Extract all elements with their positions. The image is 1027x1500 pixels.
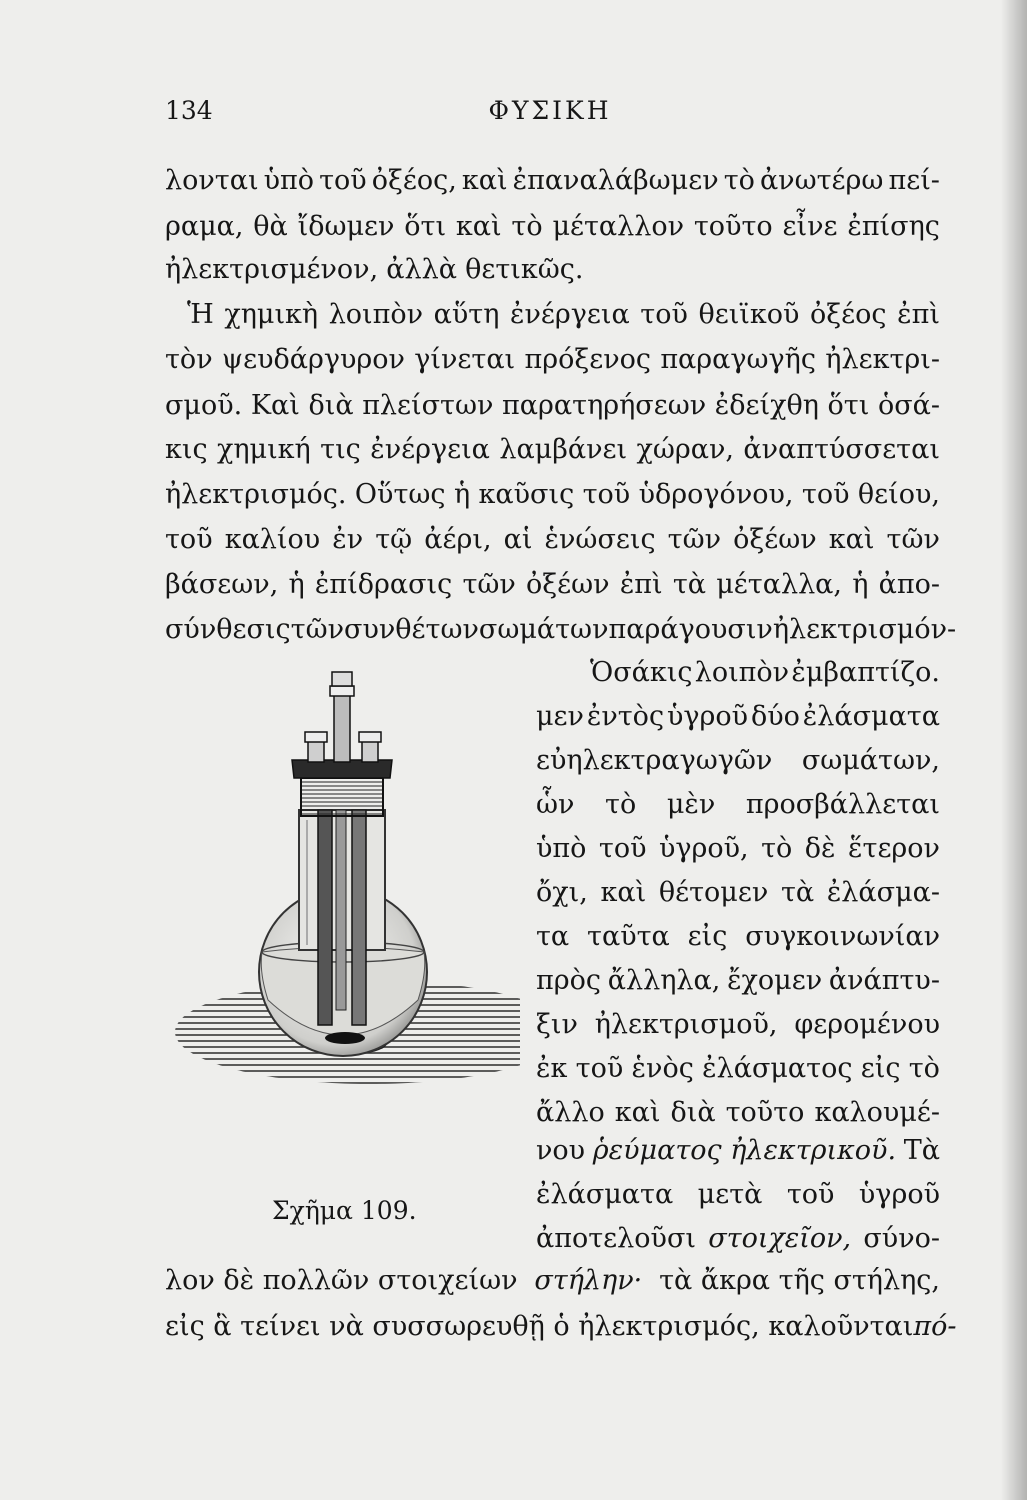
word: τις (320, 434, 361, 465)
word: ἡ (288, 569, 305, 600)
word: ἐμβαπτίζο. (791, 657, 940, 688)
word: αἱ (503, 524, 533, 555)
word: μὲν (666, 789, 716, 820)
word: διὰ (670, 1097, 716, 1128)
word: ἕτερον (848, 833, 940, 864)
word: ἡ (453, 479, 471, 510)
text-segment: τὰ ἄκρα τῆς στήλης, (659, 1265, 940, 1296)
word: σωμάτων, (801, 745, 940, 776)
text-line (165, 1258, 940, 1304)
word: λοιπὸν (694, 657, 790, 688)
word: τοῦτο (725, 1097, 805, 1128)
text-segment: σύνο- (863, 1223, 940, 1254)
word: εἰς (687, 921, 728, 952)
word: ἴδωμεν (297, 211, 395, 242)
word: προσβάλλεται (745, 789, 940, 820)
word: μεν (536, 701, 584, 732)
text-line (536, 738, 940, 784)
word: ἀνάπτυ- (828, 965, 940, 996)
word: θειϊκοῦ (698, 299, 800, 330)
word: παρατηρήσεων (502, 390, 707, 421)
word: πεί- (888, 165, 940, 196)
word: ἐπίδρασις (314, 569, 453, 600)
word: ραμα, (165, 211, 244, 242)
word: διὰ (308, 390, 354, 421)
text-line (536, 870, 940, 916)
word: ἠλεκτρισμένον, (165, 254, 379, 285)
word: ὅτι (404, 211, 447, 242)
text-segment: ἀποτελοῦσι (536, 1223, 696, 1254)
word: μέταλλον (552, 211, 685, 242)
italic-term: στήλην· (534, 1265, 643, 1296)
word: ἐπαναλάβωμεν (512, 165, 719, 196)
word: φερομένου (794, 1009, 940, 1040)
word: καλουμέ- (814, 1097, 940, 1128)
text-segment: λον δὲ πολλῶν στοιχείων (165, 1265, 518, 1296)
word: τὸ (908, 1053, 940, 1084)
word: ἐπὶ (897, 299, 940, 330)
italic-term: στοιχεῖον, (708, 1223, 852, 1254)
text-line (536, 914, 940, 960)
figure-caption: Σχῆμα 109. (272, 1196, 417, 1225)
word: τῶν (667, 524, 722, 555)
word: τὰ (780, 877, 815, 908)
word: εἰς (860, 1053, 901, 1084)
running-title: ΦΥΣΙΚΗ (488, 96, 612, 125)
word: σύνθεσις (165, 614, 291, 645)
word: γίνεται (414, 344, 516, 375)
word: ἐπὶ (619, 569, 663, 600)
text-line (536, 1216, 940, 1262)
word: τῶν (290, 614, 345, 645)
word: ἐλάσματος (702, 1053, 853, 1084)
word: ἠλεκτρισμόν- (772, 614, 957, 645)
text-line (165, 517, 940, 563)
word: δὲ (804, 833, 836, 864)
word: παραγωγῆς (660, 344, 816, 375)
word: τὰ (672, 569, 707, 600)
word: ἀέρι, (424, 524, 492, 555)
word: τῶν (886, 524, 940, 555)
word: ἐλάσμα- (826, 877, 940, 908)
word: αὕτη (433, 299, 500, 330)
text-line (165, 1304, 957, 1350)
word: ἐκ (536, 1053, 568, 1084)
word: τα (536, 921, 570, 952)
word: ἐπίσης (847, 211, 940, 242)
word: λονται (165, 165, 259, 196)
word: τοῦ (575, 1053, 624, 1084)
word: ἀνωτέρω (759, 165, 884, 196)
italic-term: ῥεύματος ἠλεκτρικοῦ. (592, 1135, 897, 1166)
terminal-center (334, 694, 350, 762)
text-segment: ἐλάσματα μετὰ τοῦ ὑγροῦ (536, 1179, 940, 1210)
word: τῶν (462, 569, 516, 600)
word: ὄχι, (536, 877, 588, 908)
word: τὸ (723, 165, 755, 196)
text-line (590, 650, 940, 696)
word: ταῦτα (587, 921, 670, 952)
word: τοῦ (801, 479, 850, 510)
word: θέτομεν (658, 877, 769, 908)
word: τὸ (511, 211, 543, 242)
word: ὑγροῦ (666, 701, 749, 732)
word: τοῦτο (693, 211, 773, 242)
word: καλίου (224, 524, 321, 555)
word: θὰ (253, 211, 288, 242)
word: τῷ (375, 524, 413, 555)
text-line (536, 1128, 940, 1174)
text-line (536, 1046, 940, 1092)
text-line (165, 158, 940, 204)
word: τὸν (165, 344, 213, 375)
word: λοιπὸν (328, 299, 424, 330)
word: τοῦ (165, 524, 213, 555)
word: καῦσις (478, 479, 575, 510)
copper-plate (352, 810, 366, 1025)
word: συγκοινωνίαν (745, 921, 940, 952)
word: χημικὴ (224, 299, 319, 330)
word: συνθέτων (344, 614, 479, 645)
text-line (536, 826, 940, 872)
terminal-right (362, 740, 378, 762)
word: τοῦ (598, 833, 647, 864)
word: ἠλεκτρι- (825, 344, 940, 375)
word: ὅτι (827, 390, 870, 421)
text-segment: νου (536, 1135, 586, 1166)
word: λαμβάνει (499, 434, 628, 465)
italic-term: πό- (913, 1311, 957, 1342)
word: Καὶ (250, 390, 300, 421)
word: ἐλάσματα (802, 701, 940, 732)
voltaic-cell-illustration (170, 660, 520, 1130)
text-line (165, 292, 940, 338)
text-line (165, 383, 940, 429)
word: καὶ (614, 1097, 661, 1128)
word: ὑπὸ (536, 833, 587, 864)
word: ὀξέος (810, 299, 887, 330)
word: ὀξέων (526, 569, 610, 600)
word: ἡ (852, 569, 869, 600)
word: ὁσά- (877, 390, 940, 421)
word: καὶ (455, 211, 502, 242)
word: ἀλλὰ (386, 254, 457, 285)
text-line (165, 247, 940, 293)
word: ψευδάργυρον (221, 344, 405, 375)
text-line (536, 1002, 940, 1048)
word: ἔχομεν (727, 965, 823, 996)
word: ἐντὸς (586, 701, 665, 732)
text-line (165, 607, 957, 653)
word: ἐδείχθη (714, 390, 819, 421)
word: ἄλλο (536, 1097, 605, 1128)
word: ἐνέργεια (370, 434, 490, 465)
word: τοῦ (582, 479, 631, 510)
word: ἑνὸς (631, 1053, 694, 1084)
page-edge-shadow (1001, 0, 1027, 1500)
word: Ἡ (187, 299, 214, 330)
word: τὸ (761, 833, 793, 864)
word: τὸ (605, 789, 637, 820)
word: σμοῦ. (165, 390, 243, 421)
zinc-plate (318, 810, 332, 1025)
word: ὑδρογόνου, (638, 479, 794, 510)
word: ὧν (536, 789, 575, 820)
flask-cap (301, 778, 383, 816)
word: ἠλεκτρισμοῦ, (594, 1009, 778, 1040)
word: κις (165, 434, 208, 465)
word: ἠλεκτρισμός. (165, 479, 347, 510)
word: ἀναπτύσσεται (743, 434, 940, 465)
word: πρὸς (536, 965, 601, 996)
word: ἀπο- (878, 569, 940, 600)
text-line (165, 427, 940, 473)
text-segment: Τὰ (903, 1135, 940, 1166)
word: καὶ (461, 165, 508, 196)
text-line (536, 694, 940, 740)
text-line (165, 337, 940, 383)
word: σωμάτων (478, 614, 609, 645)
word: βάσεων, (165, 569, 279, 600)
word: καὶ (828, 524, 875, 555)
text-segment: εἰς ἃ τείνει νὰ συσσωρευθῇ ὁ ἠλεκτρισμός, καλοῦνται (165, 1311, 914, 1342)
word: ὀξέος, (371, 165, 457, 196)
word: θετικῶς. (465, 254, 584, 285)
word: ἐν (332, 524, 364, 555)
text-line (536, 1172, 940, 1218)
word: καὶ (600, 877, 647, 908)
word: πρόξενος (524, 344, 651, 375)
word: χημική (217, 434, 311, 465)
page-number: 134 (165, 96, 213, 125)
word: χώραν, (636, 434, 734, 465)
word: θείου, (857, 479, 940, 510)
terminal-left (308, 740, 324, 762)
word: τοῦ (319, 165, 367, 196)
word: ὑπὸ (263, 165, 315, 196)
text-line (536, 782, 940, 828)
word: ἐνέργεια (509, 299, 630, 330)
text-line (165, 204, 940, 250)
text-line (536, 958, 940, 1004)
word: εὐηλεκτραγωγῶν (536, 745, 773, 776)
word: ὀξέων (733, 524, 817, 555)
word: ὑγροῦ, (658, 833, 749, 864)
word: Ὁσάκις (590, 657, 693, 688)
word: μέταλλα, (716, 569, 842, 600)
word: ἑνώσεις (544, 524, 656, 555)
word: πλείστων (362, 390, 494, 421)
word: Οὕτως (354, 479, 446, 510)
text-line (165, 472, 940, 518)
word: εἶνε (782, 211, 838, 242)
text-line (165, 562, 940, 608)
word: παράγουσιν (608, 614, 773, 645)
word: δύο (750, 701, 800, 732)
word: ἄλληλα, (607, 965, 721, 996)
word: ξιν (536, 1009, 578, 1040)
page-header (165, 96, 935, 132)
word: τοῦ (640, 299, 688, 330)
